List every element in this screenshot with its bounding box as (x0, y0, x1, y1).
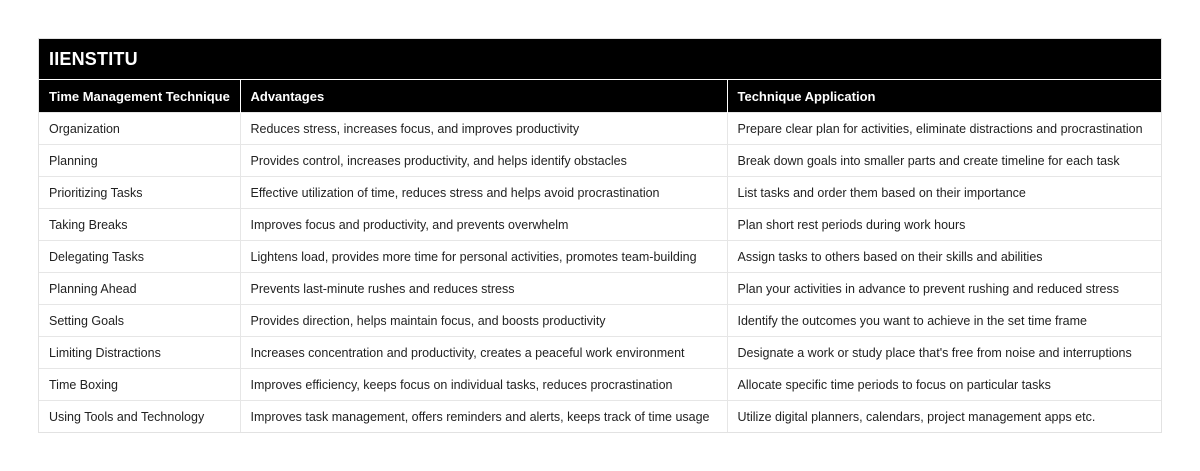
cell-technique: Planning (39, 145, 240, 177)
table-row (39, 337, 1161, 369)
cell-advantages: Improves efficiency, keeps focus on individual tasks, reduces procrastination (240, 369, 727, 401)
header-row (39, 80, 1161, 113)
cell-application: Assign tasks to others based on their skills and abilities (727, 241, 1161, 273)
table-row (39, 113, 1161, 145)
cell-application: Identify the outcomes you want to achieve in the set time frame (727, 305, 1161, 337)
table-row (39, 241, 1161, 273)
cell-advantages: Improves task management, offers reminders and alerts, keeps track of time usage (240, 401, 727, 433)
table-row (39, 177, 1161, 209)
cell-application: Utilize digital planners, calendars, project management apps etc. (727, 401, 1161, 433)
cell-technique: Planning Ahead (39, 273, 240, 305)
table-row (39, 401, 1161, 433)
cell-application: Prepare clear plan for activities, eliminate distractions and procrastination (727, 113, 1161, 145)
technique-table-container (38, 38, 1162, 433)
cell-technique: Organization (39, 113, 240, 145)
column-header-application: Technique Application (727, 80, 1161, 113)
column-header-technique: Time Management Technique (39, 80, 240, 113)
cell-technique: Time Boxing (39, 369, 240, 401)
cell-technique: Limiting Distractions (39, 337, 240, 369)
cell-advantages: Increases concentration and productivity, creates a peaceful work environment (240, 337, 727, 369)
table-body (39, 113, 1161, 433)
cell-advantages: Effective utilization of time, reduces stress and helps avoid procrastination (240, 177, 727, 209)
cell-technique: Delegating Tasks (39, 241, 240, 273)
cell-advantages: Improves focus and productivity, and prevents overwhelm (240, 209, 727, 241)
cell-advantages: Prevents last-minute rushes and reduces stress (240, 273, 727, 305)
cell-advantages: Reduces stress, increases focus, and improves productivity (240, 113, 727, 145)
column-header-advantages: Advantages (240, 80, 727, 113)
cell-application: Allocate specific time periods to focus on particular tasks (727, 369, 1161, 401)
cell-advantages: Provides control, increases productivity, and helps identify obstacles (240, 145, 727, 177)
brand-title: IIENSTITU (39, 39, 1161, 79)
cell-technique: Setting Goals (39, 305, 240, 337)
table-row (39, 273, 1161, 305)
cell-application: Plan your activities in advance to prevent rushing and reduced stress (727, 273, 1161, 305)
table-header (39, 80, 1161, 113)
technique-table (39, 79, 1161, 432)
cell-application: Designate a work or study place that's free from noise and interruptions (727, 337, 1161, 369)
table-row (39, 369, 1161, 401)
cell-technique: Prioritizing Tasks (39, 177, 240, 209)
cell-technique: Taking Breaks (39, 209, 240, 241)
cell-technique: Using Tools and Technology (39, 401, 240, 433)
table-row (39, 209, 1161, 241)
table-row (39, 305, 1161, 337)
cell-application: Plan short rest periods during work hours (727, 209, 1161, 241)
cell-advantages: Lightens load, provides more time for personal activities, promotes team-building (240, 241, 727, 273)
table-row (39, 145, 1161, 177)
cell-advantages: Provides direction, helps maintain focus, and boosts productivity (240, 305, 727, 337)
cell-application: List tasks and order them based on their importance (727, 177, 1161, 209)
cell-application: Break down goals into smaller parts and create timeline for each task (727, 145, 1161, 177)
